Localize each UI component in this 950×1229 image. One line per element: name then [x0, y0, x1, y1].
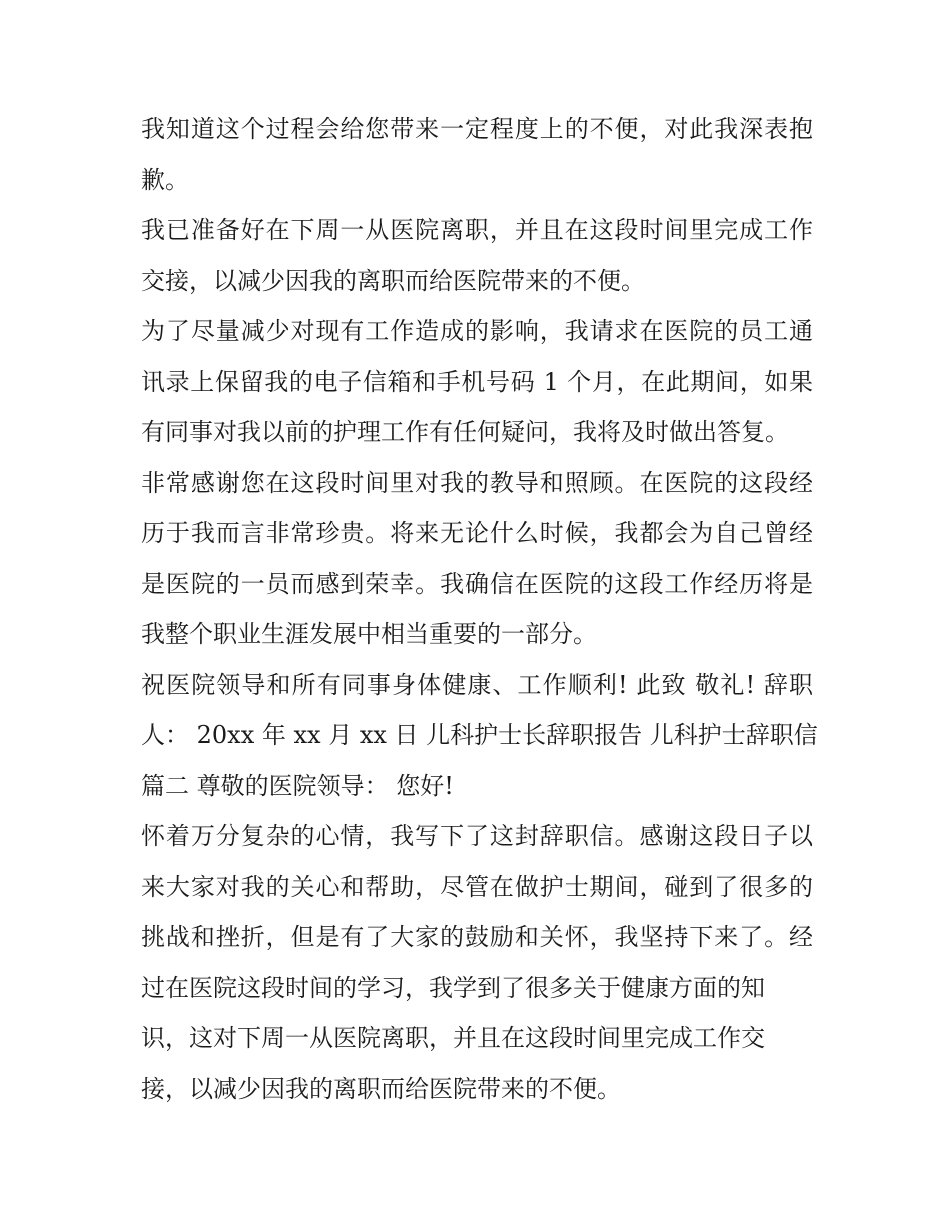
text-line: 歉。 — [141, 165, 189, 194]
paragraph-gratitude — [141, 458, 813, 660]
text-line: 讯录上保留我的电子信箱和手机号码 1 个月，在此期间，如果 — [141, 367, 813, 396]
text-line: 挑战和挫折，但是有了大家的鼓励和关怀，我坚持下来了。经 — [141, 923, 813, 951]
text-line: 篇二 尊敬的医院领导： 您好! — [141, 771, 454, 800]
text-line: 我知道这个过程会给您带来一定程度上的不便，对此我深表抱 — [141, 115, 813, 143]
text-line: 祝医院领导和所有同事身体健康、工作顺利! 此致 敬礼! 辞职 — [141, 670, 813, 699]
text-line: 怀着万分复杂的心情，我写下了这封辞职信。感谢这段日子以 — [141, 822, 813, 850]
text-line: 来大家对我的关心和帮助，尽管在做护士期间，碰到了很多的 — [141, 872, 813, 901]
paragraph-closing-and-heading — [141, 660, 818, 812]
text-line: 接，以减少因我的离职而给医院带来的不便。 — [141, 1074, 621, 1103]
paragraph-apology — [141, 104, 813, 205]
text-line: 我整个职业生涯发展中相当重要的一部分。 — [141, 620, 597, 648]
text-line: 有同事对我以前的护理工作有任何疑问，我将及时做出答复。 — [141, 418, 789, 446]
text-line: 非常感谢您在这段时间里对我的教导和照顾。在医院的这段经 — [141, 468, 813, 497]
text-line: 人： 20xx 年 xx 月 xx 日 儿科护士长辞职报告 儿科护士辞职信 — [141, 721, 818, 749]
text-line: 为了尽量减少对现有工作造成的影响，我请求在医院的员工通 — [141, 317, 813, 345]
paragraph-handover — [141, 205, 813, 306]
text-line: 交接，以减少因我的离职而给医院带来的不便。 — [141, 266, 645, 295]
paragraph-contact-request — [141, 306, 813, 458]
text-line: 识，这对下周一从医院离职，并且在这段时间里完成工作交 — [141, 1024, 765, 1052]
text-line: 过在医院这段时间的学习，我学到了很多关于健康方面的知 — [141, 973, 765, 1002]
paragraph-second-letter — [141, 811, 813, 1114]
text-line: 我已准备好在下周一从医院离职，并且在这段时间里完成工作 — [141, 216, 813, 244]
text-line: 是医院的一员而感到荣幸。我确信在医院的这段工作经历将是 — [141, 569, 813, 598]
text-line: 历于我而言非常珍贵。将来无论什么时候，我都会为自己曾经 — [141, 519, 813, 547]
document-body — [141, 104, 818, 1114]
